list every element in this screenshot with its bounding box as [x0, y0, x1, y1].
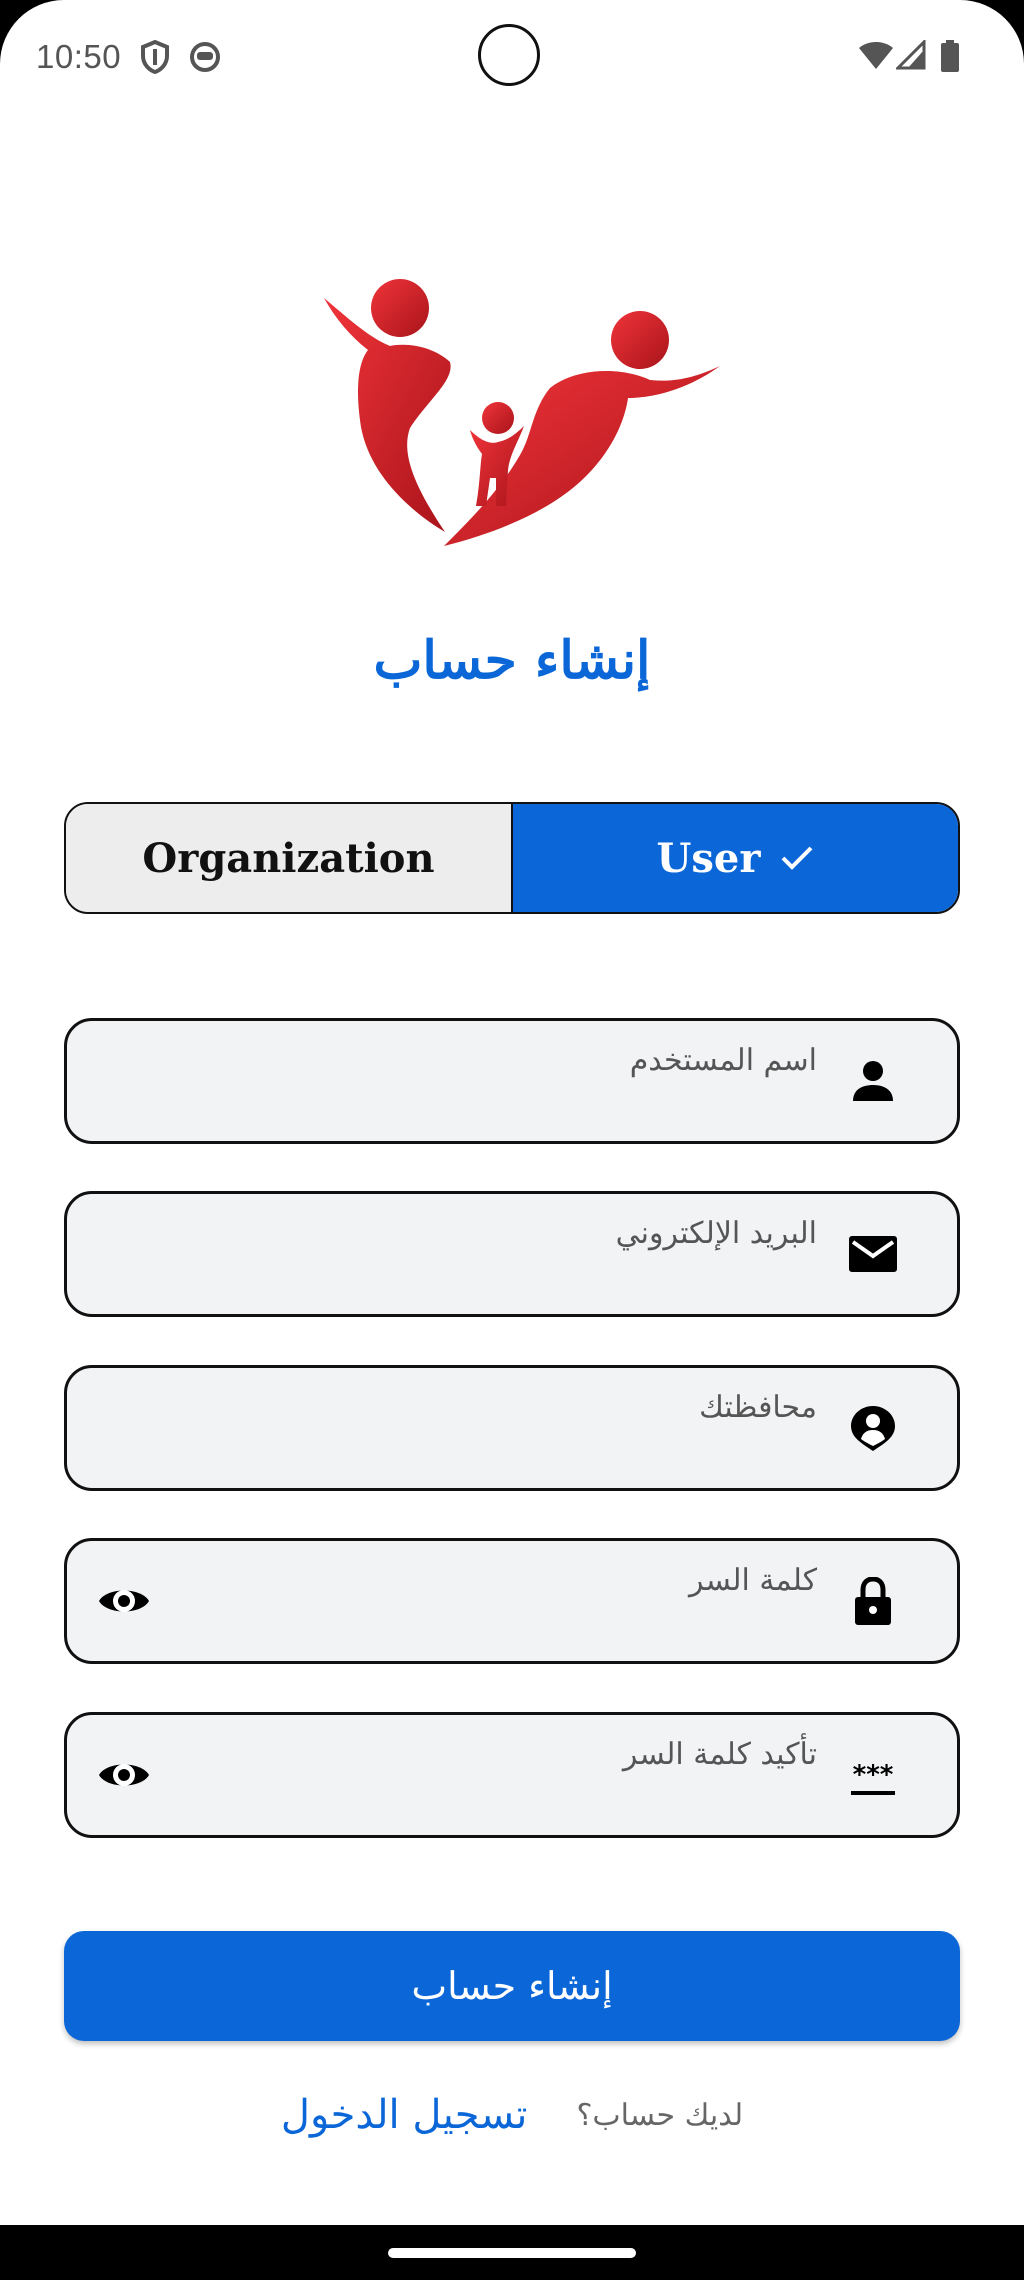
organization-label: Organization: [142, 834, 435, 882]
svg-text:***: ***: [852, 1760, 894, 1790]
password-placeholder: كلمة السر: [689, 1563, 817, 1598]
governorate-field[interactable]: [64, 1365, 960, 1491]
confirm-password-eye-icon[interactable]: [97, 1755, 151, 1795]
email-field[interactable]: [64, 1191, 960, 1317]
username-placeholder: اسم المستخدم: [629, 1043, 817, 1078]
have-account-text: لديك حساب؟: [576, 2097, 744, 2133]
user-label: User: [656, 834, 761, 882]
location-person-icon: [849, 1404, 897, 1452]
page-title: إنشاء حساب: [373, 630, 651, 691]
person-icon: [849, 1057, 897, 1105]
check-icon: [780, 845, 814, 871]
lock-icon: [849, 1577, 897, 1625]
signal-icon: [896, 40, 926, 70]
email-placeholder: البريد الإلكتروني: [615, 1216, 817, 1251]
battery-icon: [941, 40, 959, 72]
confirm-password-field[interactable]: [64, 1712, 960, 1838]
user-option[interactable]: [513, 804, 958, 912]
login-link[interactable]: تسجيل الدخول: [280, 2092, 528, 2138]
password-eye-icon[interactable]: [97, 1581, 151, 1621]
status-time: 10:50: [36, 38, 122, 75]
password-icon: [849, 1751, 897, 1799]
status-bar: [0, 0, 1024, 120]
organization-option[interactable]: [66, 804, 513, 912]
confirm-password-placeholder: تأكيد كلمة السر: [622, 1737, 817, 1772]
create-account-button[interactable]: [64, 1931, 960, 2041]
family-heart-logo: [320, 270, 724, 552]
create-account-label: إنشاء حساب: [411, 1964, 613, 2008]
login-prompt: [0, 2092, 1024, 2138]
shield-icon: [140, 40, 170, 74]
android-face-icon: [189, 40, 221, 72]
password-field[interactable]: [64, 1538, 960, 1664]
username-field[interactable]: [64, 1018, 960, 1144]
account-type-toggle: [64, 802, 960, 914]
governorate-placeholder: محافظتك: [699, 1390, 817, 1425]
wifi-icon: [858, 40, 894, 70]
camera-cutout: [478, 24, 540, 86]
gesture-nav-handle[interactable]: [388, 2248, 636, 2258]
mail-icon: [849, 1230, 897, 1278]
